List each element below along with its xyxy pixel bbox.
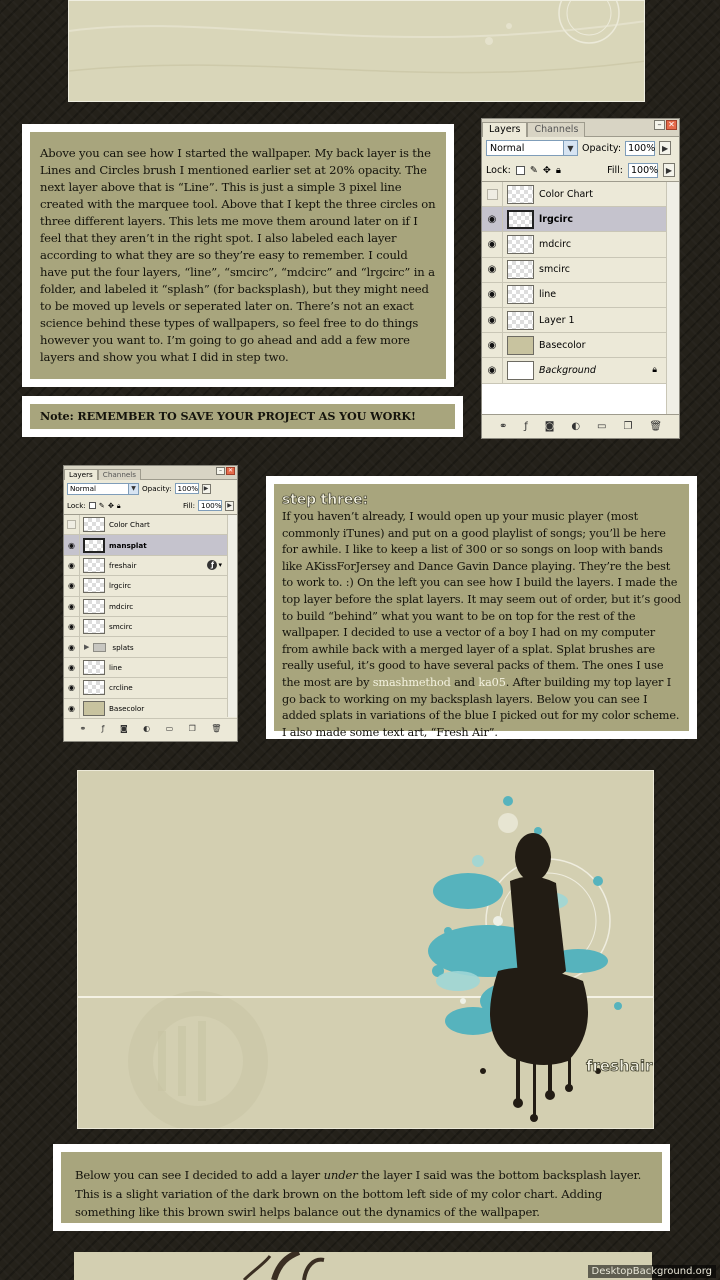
layers-panel-large bbox=[481, 118, 680, 439]
eye-icon[interactable]: ◉ bbox=[64, 678, 80, 697]
layer-thumbnail bbox=[83, 701, 105, 716]
layer-name: splats bbox=[112, 642, 134, 652]
opacity-label: Opacity: bbox=[582, 142, 622, 154]
layer-row-basecolor[interactable] bbox=[482, 333, 679, 358]
save-note-box bbox=[22, 396, 463, 437]
fill-label: Fill: bbox=[607, 164, 623, 176]
panel-footer bbox=[64, 718, 237, 738]
panel-footer bbox=[482, 415, 679, 437]
new-layer-icon[interactable]: ❐ bbox=[623, 420, 633, 432]
layer-thumbnail bbox=[507, 210, 534, 229]
layer-row-line[interactable] bbox=[64, 658, 237, 678]
delete-layer-icon[interactable]: 🗑︎ bbox=[649, 420, 663, 432]
lock-transparency-icon[interactable] bbox=[516, 166, 525, 175]
layer-name: mansplat bbox=[109, 540, 147, 550]
layer-name: Basecolor bbox=[539, 339, 586, 351]
layer-name: mdcirc bbox=[539, 238, 572, 250]
layer-effects-icon[interactable]: ƒ ▾ bbox=[207, 560, 222, 570]
fill-field[interactable]: 100% bbox=[198, 500, 222, 511]
fill-slider-icon[interactable]: ▶ bbox=[663, 163, 675, 177]
layer-row-splats-group[interactable] bbox=[64, 637, 237, 657]
chevron-down-icon: ▼ bbox=[563, 141, 577, 155]
chevron-down-icon: ▼ bbox=[128, 484, 138, 494]
layer-name: Color Chart bbox=[539, 188, 593, 200]
layer-thumbnail bbox=[83, 538, 105, 553]
layer-thumbnail bbox=[507, 361, 534, 380]
layer-thumbnail bbox=[507, 235, 534, 254]
layer-row-freshair[interactable] bbox=[64, 556, 237, 576]
layer-thumbnail bbox=[507, 185, 534, 204]
blend-options-row bbox=[482, 137, 679, 159]
eye-icon[interactable]: ◉ bbox=[64, 576, 80, 595]
layer-name: Basecolor bbox=[109, 703, 145, 713]
blend-mode-select[interactable] bbox=[67, 483, 139, 495]
layer-row-mdcirc[interactable] bbox=[482, 232, 679, 257]
fill-slider-icon[interactable]: ▶ bbox=[225, 501, 234, 511]
layer-name: crcline bbox=[109, 683, 133, 693]
lock-move-icon[interactable]: ✥ bbox=[107, 501, 114, 510]
step-three-heading: step three: bbox=[282, 492, 368, 508]
swirl-art bbox=[74, 1252, 652, 1280]
layer-list bbox=[64, 514, 237, 718]
swirl-text-post: the layer I said was the bottom backsplash layer. This is a slight variation of the dark brown on the bottom left side of my color chart. Adding something like this brown swirl helps balance out the dynamics of the wallpaper. bbox=[75, 1168, 642, 1219]
step-three-content bbox=[274, 484, 689, 739]
link-layers-icon[interactable]: ⚭ bbox=[498, 420, 508, 432]
lock-row bbox=[64, 497, 237, 514]
layer-mask-icon[interactable]: ◙ bbox=[544, 420, 555, 432]
layer-name: smcirc bbox=[109, 622, 133, 632]
opacity-label: Opacity: bbox=[142, 484, 172, 493]
layer-name: smcirc bbox=[539, 264, 570, 276]
and-text: and bbox=[454, 675, 475, 689]
layer-row-mdcirc[interactable] bbox=[64, 597, 237, 617]
eye-icon[interactable]: ◉ bbox=[64, 597, 80, 616]
tab-layers[interactable]: Layers bbox=[64, 469, 98, 480]
tab-channels[interactable]: Channels bbox=[98, 469, 141, 480]
freshair-text-art: freshair bbox=[586, 1057, 653, 1075]
lock-icon: 🔒︎ bbox=[652, 365, 657, 376]
step-two-text-box bbox=[22, 124, 454, 387]
wallpaper-artwork bbox=[77, 770, 654, 1129]
opacity-field[interactable]: 100% bbox=[625, 141, 655, 156]
layer-row-color-chart[interactable] bbox=[482, 182, 679, 207]
minimize-icon[interactable]: – bbox=[654, 120, 665, 130]
eye-icon[interactable]: ◉ bbox=[482, 333, 503, 357]
eye-icon[interactable]: ◉ bbox=[482, 207, 503, 231]
new-group-icon[interactable]: ▭ bbox=[597, 420, 607, 432]
layer-row-smcirc[interactable] bbox=[64, 617, 237, 637]
layer-thumbnail bbox=[507, 285, 534, 304]
blend-mode-value: Normal bbox=[70, 484, 97, 493]
expand-triangle-icon[interactable]: ▶ bbox=[84, 643, 90, 652]
layer-scrollbar[interactable] bbox=[666, 182, 679, 414]
step-three-text-2: . After building my top layer I go back to working on my backsplash layers. Below you can see I added splats in variations of the blue I picked out for my color scheme. I also made some text art, “Fresh Air”. bbox=[282, 675, 680, 739]
lock-transparency-icon[interactable] bbox=[89, 502, 96, 509]
fill-label: Fill: bbox=[182, 501, 195, 510]
close-icon[interactable]: ✕ bbox=[666, 120, 677, 130]
fill-field[interactable]: 100% bbox=[628, 163, 658, 178]
layer-scrollbar[interactable] bbox=[227, 515, 237, 717]
wallpaper-preview-bottom bbox=[74, 1252, 652, 1280]
new-group-icon[interactable]: ▭ bbox=[165, 723, 174, 733]
layer-thumbnail bbox=[507, 336, 534, 355]
tab-channels[interactable]: Channels bbox=[527, 122, 585, 137]
layer-row-crcline[interactable] bbox=[64, 678, 237, 698]
layer-thumbnail bbox=[83, 660, 105, 675]
eye-icon[interactable]: ◉ bbox=[482, 232, 503, 256]
layer-style-icon[interactable]: ƒ bbox=[524, 420, 528, 432]
lock-row bbox=[482, 159, 679, 181]
wallpaper-top-art bbox=[69, 1, 645, 102]
layer-style-icon[interactable]: ƒ bbox=[101, 723, 105, 733]
layer-row-lrgcirc[interactable] bbox=[64, 576, 237, 596]
layer-thumbnail bbox=[83, 558, 105, 573]
opacity-slider-icon[interactable]: ▶ bbox=[202, 484, 211, 494]
adjustment-layer-icon[interactable]: ◐ bbox=[571, 420, 581, 432]
lock-label: Lock: bbox=[67, 501, 86, 510]
step-three-text-1: If you haven’t already, I would open up your music player (most commonly iTunes) and put on a good playlist of songs; you’ll be here for awhile. I like to keep a list of 300 or so songs on loop with bands like AKissForJersey and Dance Gavin Dance playing. They’re the best to work to. :) On the left you can see how I build the layers. I made the top layer before the splat layers. It may seem out of order, but it’s good to build “behind” what you want to be on top for the rest of the wallpaper. I decided to use a vector of a boy I had on my computer from awhile back with a merged layer of a splat. Splat brushes are really useful, it’s good to have several packs of them. The ones I use the most are by bbox=[282, 510, 682, 689]
swirl-text-emphasis: under bbox=[323, 1168, 358, 1182]
lock-paint-icon[interactable]: ✎ bbox=[98, 501, 105, 510]
link-layers-icon[interactable]: ⚭ bbox=[79, 723, 87, 733]
layer-name: lrgcirc bbox=[539, 213, 573, 225]
close-icon[interactable]: ✕ bbox=[227, 467, 234, 474]
layer-thumbnail bbox=[507, 311, 534, 330]
blend-options-row bbox=[64, 480, 237, 497]
smashmethod-link[interactable]: smashmethod bbox=[372, 675, 451, 689]
visibility-toggle[interactable] bbox=[64, 515, 80, 534]
layer-thumbnail bbox=[83, 599, 105, 614]
opacity-slider-icon[interactable]: ▶ bbox=[659, 141, 671, 155]
eye-icon[interactable]: ◉ bbox=[482, 258, 503, 282]
layer-row-smcirc[interactable] bbox=[482, 258, 679, 283]
layer-row-line[interactable] bbox=[482, 283, 679, 308]
layer-name: Background bbox=[539, 364, 596, 376]
eye-icon[interactable]: ◉ bbox=[64, 556, 80, 575]
hidden-eye-icon bbox=[487, 189, 498, 200]
layer-thumbnail bbox=[507, 260, 534, 279]
step-two-paragraph: Above you can see how I started the wallpaper. My back layer is the Lines and Circles brush I mentioned earlier set at 20% opacity. The next layer above that is “Line”. This is just a simple 3 pixel line created with the marquee tool. Above that I kept the three circles on three different layers. This lets me move them around later on if I feel that they aren’t in the right spot. I also labeled each layer according to what they are so they’re easy to remember. I could have put the four layers, “line”, “smcirc”, “mdcirc” and “lrgcirc” in a folder, and labeled it “splash” (for backsplash), but they might need to be moved up levels or seperated later on. There’s not an exact science behind these types of wallpapers, so feel free to do things however you want to. I’m going to go ahead and add a few more layers and show you what I did in step two. bbox=[30, 132, 446, 379]
eye-icon[interactable]: ◉ bbox=[482, 283, 503, 307]
eye-icon[interactable]: ◉ bbox=[64, 535, 80, 554]
layer-row-color-chart[interactable] bbox=[64, 515, 237, 535]
layers-panel-small bbox=[63, 465, 238, 742]
eye-icon[interactable]: ◉ bbox=[64, 699, 80, 718]
eye-icon[interactable]: ◉ bbox=[64, 617, 80, 636]
ka05-link[interactable]: ka05 bbox=[478, 675, 506, 689]
lock-all-icon[interactable]: 🔒︎ bbox=[116, 500, 121, 510]
layer-name: line bbox=[539, 289, 557, 301]
layer-thumbnail bbox=[83, 517, 105, 532]
blend-mode-value: Normal bbox=[490, 142, 525, 154]
layer-row-lrgcirc[interactable] bbox=[482, 207, 679, 232]
layer-row-basecolor[interactable] bbox=[64, 699, 237, 719]
minimize-icon[interactable]: – bbox=[216, 467, 225, 475]
visibility-toggle[interactable] bbox=[482, 182, 503, 206]
lock-label: Lock: bbox=[486, 164, 511, 176]
eye-icon[interactable]: ◉ bbox=[482, 308, 503, 332]
layer-thumbnail bbox=[83, 578, 105, 593]
lock-move-icon[interactable]: ✥ bbox=[542, 164, 551, 176]
save-note-text: Note: REMEMBER TO SAVE YOUR PROJECT AS YOU WORK! bbox=[30, 404, 455, 429]
tab-layers[interactable]: Layers bbox=[482, 122, 527, 137]
adjustment-layer-icon[interactable]: ◐ bbox=[143, 723, 151, 733]
lock-all-icon[interactable]: 🔒︎ bbox=[555, 164, 561, 176]
delete-layer-icon[interactable]: 🗑︎ bbox=[211, 723, 222, 733]
eye-icon[interactable]: ◉ bbox=[64, 658, 80, 677]
swirl-text-box bbox=[53, 1144, 670, 1231]
layer-name: Color Chart bbox=[109, 520, 150, 530]
new-layer-icon[interactable]: ❐ bbox=[188, 723, 196, 733]
layer-name: Layer 1 bbox=[539, 314, 575, 326]
swirl-text-pre: Below you can see I decided to add a layer bbox=[75, 1168, 324, 1182]
swirl-paragraph bbox=[61, 1152, 662, 1223]
wallpaper-art bbox=[78, 771, 654, 1129]
lock-paint-icon[interactable]: ✎ bbox=[529, 164, 538, 176]
layer-thumbnail bbox=[83, 619, 105, 634]
step-three-text-box bbox=[266, 476, 697, 739]
layer-name: line bbox=[109, 662, 122, 672]
layer-mask-icon[interactable]: ◙ bbox=[119, 723, 128, 733]
panel-tabs bbox=[64, 466, 237, 480]
watermark: DesktopBackground.org bbox=[588, 1265, 716, 1278]
blend-mode-select[interactable] bbox=[486, 140, 578, 156]
layer-name: mdcirc bbox=[109, 601, 134, 611]
panel-tabs bbox=[482, 119, 679, 137]
layer-row-background[interactable] bbox=[482, 358, 679, 383]
eye-icon[interactable]: ◉ bbox=[64, 637, 80, 656]
layer-list bbox=[482, 181, 679, 415]
layer-row-layer-1[interactable] bbox=[482, 308, 679, 333]
opacity-field[interactable]: 100% bbox=[175, 483, 199, 494]
wallpaper-preview-top bbox=[68, 0, 645, 102]
layer-thumbnail bbox=[83, 680, 105, 695]
layer-name: lrgcirc bbox=[109, 581, 132, 591]
layer-name: freshair bbox=[109, 560, 137, 570]
folder-icon bbox=[93, 643, 106, 652]
hidden-eye-icon bbox=[67, 520, 76, 529]
eye-icon[interactable]: ◉ bbox=[482, 358, 503, 382]
layer-row-mansplat[interactable] bbox=[64, 535, 237, 555]
